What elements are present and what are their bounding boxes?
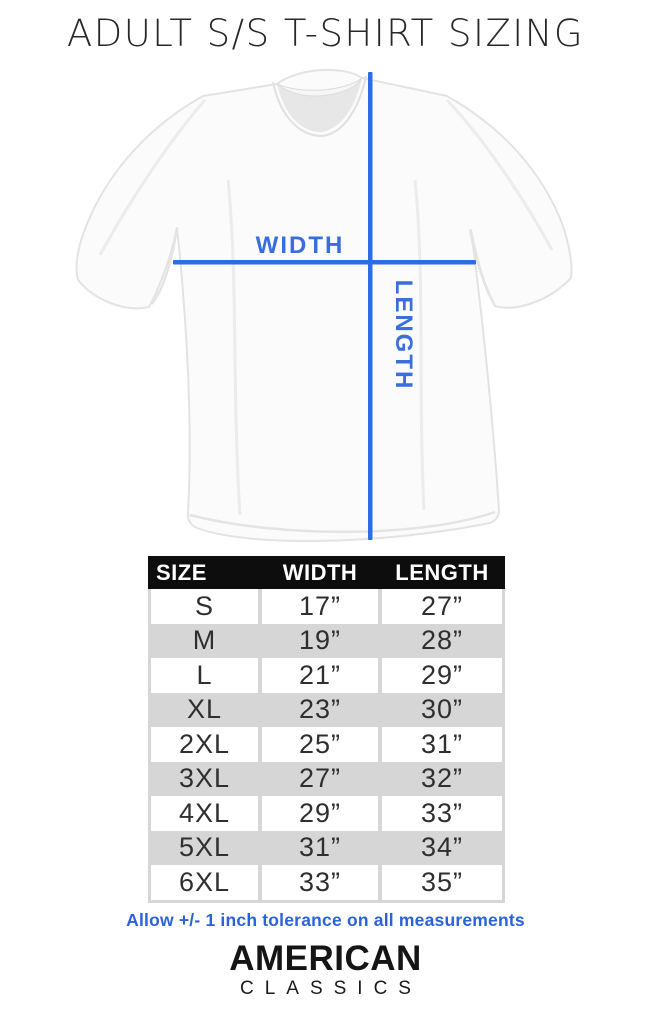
table-header-row — [148, 556, 505, 589]
tolerance-note: Allow +/- 1 inch tolerance on all measurements — [126, 910, 525, 930]
table-cell: 19” — [262, 624, 378, 659]
table-cell: 31” — [262, 831, 378, 866]
table-cell: 3XL — [151, 762, 258, 797]
table-cell: 27” — [262, 762, 378, 797]
brand-name-secondary: CLASSICS — [240, 978, 422, 999]
table-cell: 31” — [382, 727, 502, 762]
length-measure-line — [368, 72, 373, 540]
table-cell: 29” — [262, 796, 378, 831]
table-cell: 28” — [382, 624, 502, 659]
table-cell: L — [151, 658, 258, 693]
table-cell: 23” — [262, 693, 378, 728]
brand-logo — [0, 941, 651, 1000]
table-cell: 29” — [382, 658, 502, 693]
table-cell: 5XL — [151, 831, 258, 866]
table-cell: 35” — [382, 865, 502, 900]
table-body — [148, 589, 505, 903]
table-row — [151, 796, 502, 831]
table-cell: 33” — [262, 865, 378, 900]
table-row — [151, 865, 502, 900]
table-cell: 33” — [382, 796, 502, 831]
table-row — [151, 831, 502, 866]
table-row — [151, 589, 502, 624]
page-title: ADULT S/S T-SHIRT SIZING — [66, 12, 585, 55]
column-header-length: LENGTH — [395, 559, 489, 585]
table-cell: XL — [151, 693, 258, 728]
table-cell: 32” — [382, 762, 502, 797]
tshirt-illustration — [0, 60, 651, 550]
table-cell: 17” — [262, 589, 378, 624]
size-table — [148, 556, 505, 903]
table-cell: 25” — [262, 727, 378, 762]
table-row — [151, 727, 502, 762]
table-cell: M — [151, 624, 258, 659]
table-cell: 21” — [262, 658, 378, 693]
table-row — [151, 762, 502, 797]
table-cell: S — [151, 589, 258, 624]
column-header-width: WIDTH — [282, 559, 358, 585]
width-measure-line — [173, 260, 476, 265]
table-cell: 30” — [382, 693, 502, 728]
tshirt-silhouette — [77, 70, 572, 541]
table-row — [151, 658, 502, 693]
tshirt-diagram — [0, 60, 651, 550]
table-cell: 4XL — [151, 796, 258, 831]
table-row — [151, 624, 502, 659]
length-label: LENGTH — [390, 279, 417, 391]
width-label: WIDTH — [255, 232, 345, 259]
table-row — [151, 693, 502, 728]
column-header-size: SIZE — [156, 559, 207, 585]
brand-name-primary: AMERICAN — [229, 939, 422, 978]
table-cell: 6XL — [151, 865, 258, 900]
table-cell: 34” — [382, 831, 502, 866]
table-cell: 2XL — [151, 727, 258, 762]
table-cell: 27” — [382, 589, 502, 624]
